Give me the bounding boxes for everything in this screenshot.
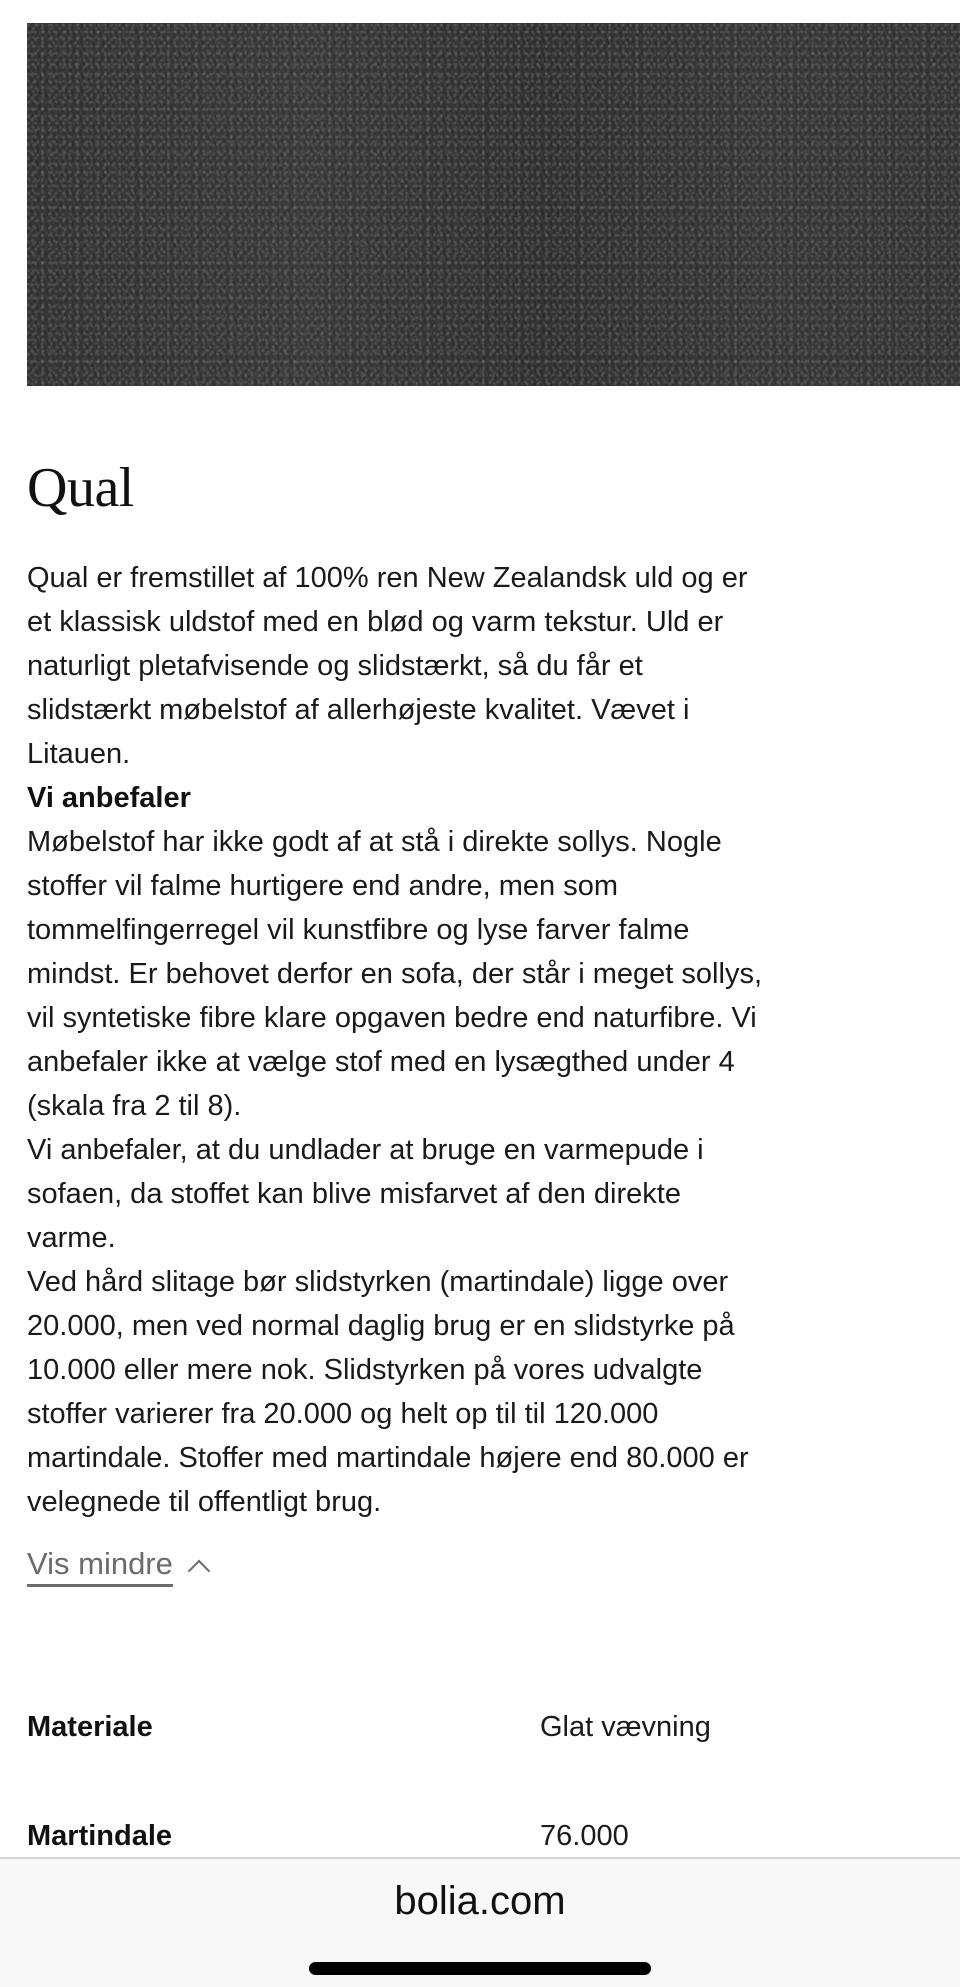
description-line: Qual er fremstillet af 100% ren New Zealandsk uld og er [27, 562, 748, 594]
description-line: slidstærkt møbelstof af allerhøjeste kvalitet. Vævet i [27, 694, 690, 726]
fabric-details [27, 440, 960, 1524]
recommend-line: 10.000 eller mere nok. Slidstyrken på vores udvalgte [27, 1354, 703, 1386]
description-line: et klassisk uldstof med en blød og varm tekstur. Uld er [27, 606, 724, 638]
recommend-line: varme. [27, 1222, 116, 1254]
browser-address-bar[interactable] [0, 1857, 960, 1987]
recommend-line: Vi anbefaler, at du undlader at bruge en varmepude i [27, 1134, 704, 1166]
recommend-line: sofaen, da stoffet kan blive misfarvet af den direkte [27, 1178, 681, 1210]
url-label[interactable]: bolia.com [394, 1879, 566, 1923]
home-indicator[interactable] [309, 1962, 651, 1975]
description-line: naturligt pletafvisende og slidstærkt, så du får et [27, 650, 643, 682]
recommend-line: vil syntetiske fibre klare opgaven bedre end naturfibre. Vi [27, 1002, 757, 1034]
recommend-line: mindst. Er behovet derfor en sofa, der står i meget sollys, [27, 958, 762, 990]
recommend-line: stoffer varierer fra 20.000 og helt op til til 120.000 [27, 1398, 659, 1430]
chevron-up-icon[interactable] [188, 1559, 211, 1582]
recommend-line: Møbelstof har ikke godt af at stå i direkte sollys. Nogle [27, 826, 722, 858]
spec-value: 76.000 [540, 1820, 629, 1852]
recommend-line: velegnede til offentligt brug. [27, 1486, 382, 1518]
show-less-button[interactable] [27, 1546, 207, 1587]
recommend-line: martindale. Stoffer med martindale højere end 80.000 er [27, 1442, 749, 1474]
recommend-heading: Vi anbefaler [27, 782, 191, 814]
fabric-swatch-image [27, 23, 960, 386]
recommend-line: anbefaler ikke at vælge stof med en lysægthed under 4 [27, 1046, 735, 1078]
show-less-label[interactable]: Vis mindre [27, 1546, 173, 1587]
spec-value: Glat vævning [540, 1711, 711, 1743]
fabric-description [27, 556, 960, 1524]
recommend-line: stoffer vil falme hurtigere end andre, men som [27, 870, 619, 902]
recommend-line: 20.000, men ved normal daglig brug er en slidstyrke på [27, 1310, 735, 1342]
description-line: Litauen. [27, 738, 131, 770]
spec-key: Materiale [27, 1711, 153, 1743]
recommend-line: (skala fra 2 til 8). [27, 1090, 242, 1122]
recommend-line: Ved hård slitage bør slidstyrken (martindale) ligge over [27, 1266, 729, 1298]
fabric-title: Qual [27, 457, 134, 519]
spec-key: Martindale [27, 1820, 173, 1852]
recommend-line: tommelfingerregel vil kunstfibre og lyse farver falme [27, 914, 690, 946]
